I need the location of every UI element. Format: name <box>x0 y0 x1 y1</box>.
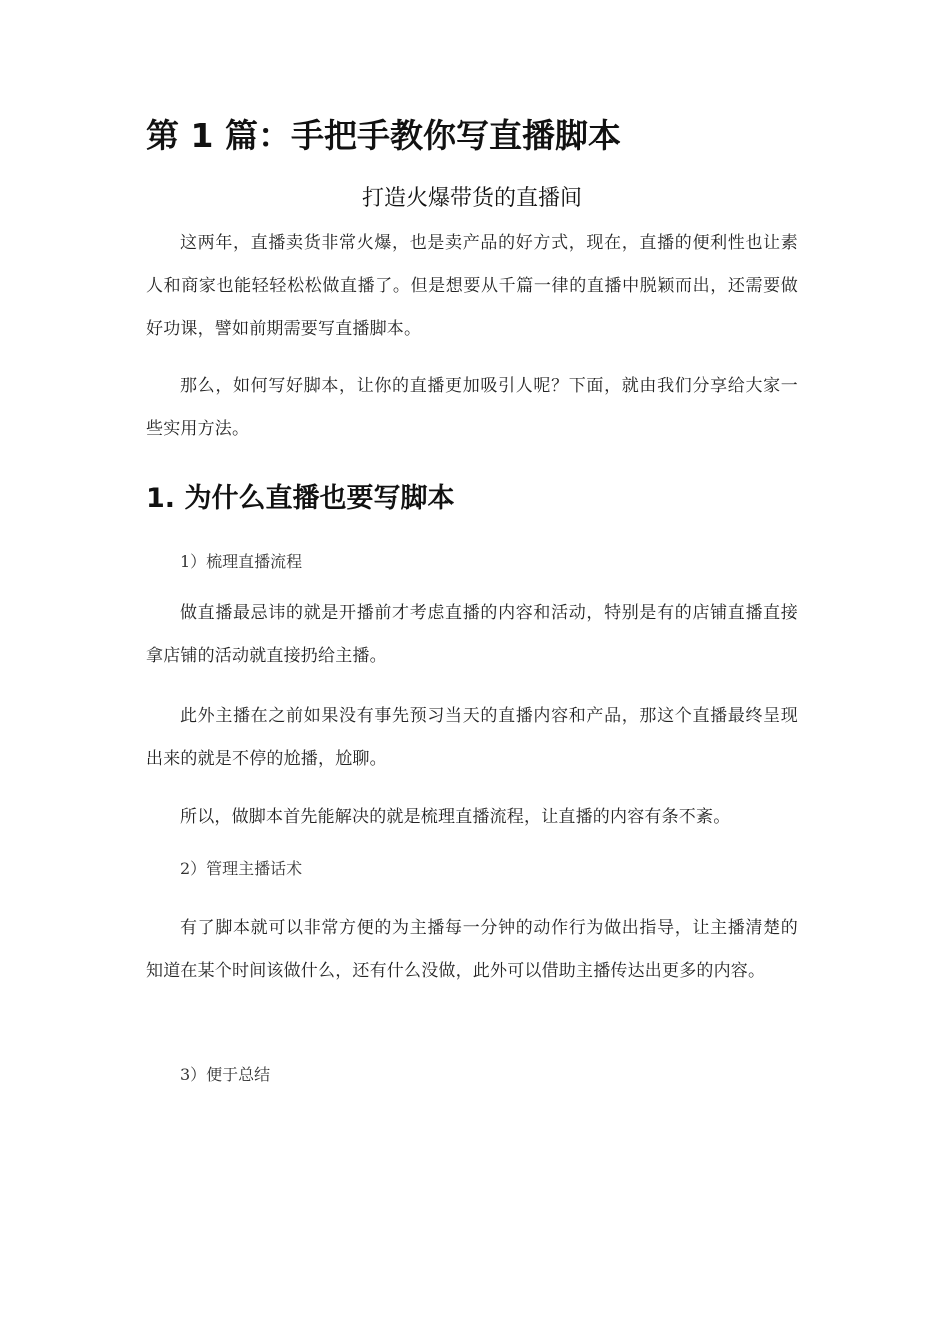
subsection-label-1: 1）梳理直播流程 <box>180 552 303 571</box>
intro-paragraph-1: 这两年，直播卖货非常火爆，也是卖产品的好方式，现在，直播的便利性也让素人和商家也能轻轻松松做直播了。但是想要从千篇一律的直播中脱颖而出，还需要做好功课，譬如前期需要写直播脚本。 <box>146 233 798 339</box>
document-title: 第 1 篇：手把手教你写直播脚本 <box>146 116 621 155</box>
subsection-1-paragraph-3: 所以，做脚本首先能解决的就是梳理直播流程，让直播的内容有条不紊。 <box>180 807 731 827</box>
intro-paragraph-2: 那么，如何写好脚本，让你的直播更加吸引人呢？下面，就由我们分享给大家一些实用方法。 <box>146 376 798 439</box>
subsection-2-paragraph-1: 有了脚本就可以非常方便的为主播每一分钟的动作行为做出指导，让主播清楚的知道在某个时间该做什么，还有什么没做，此外可以借助主播传达出更多的内容。 <box>146 918 798 981</box>
subsection-label-3: 3）便于总结 <box>180 1065 271 1084</box>
subsection-1-paragraph-2: 此外主播在之前如果没有事先预习当天的直播内容和产品，那这个直播最终呈现出来的就是不停的尬播，尬聊。 <box>146 706 798 769</box>
subsection-1-paragraph-1: 做直播最忌讳的就是开播前才考虑直播的内容和活动，特别是有的店铺直播直接拿店铺的活动就直接扔给主播。 <box>146 603 798 666</box>
subsection-label-2: 2）管理主播话术 <box>180 859 303 878</box>
document-subtitle: 打造火爆带货的直播间 <box>361 186 582 211</box>
section-heading: 1. 为什么直播也要写脚本 <box>146 483 455 514</box>
